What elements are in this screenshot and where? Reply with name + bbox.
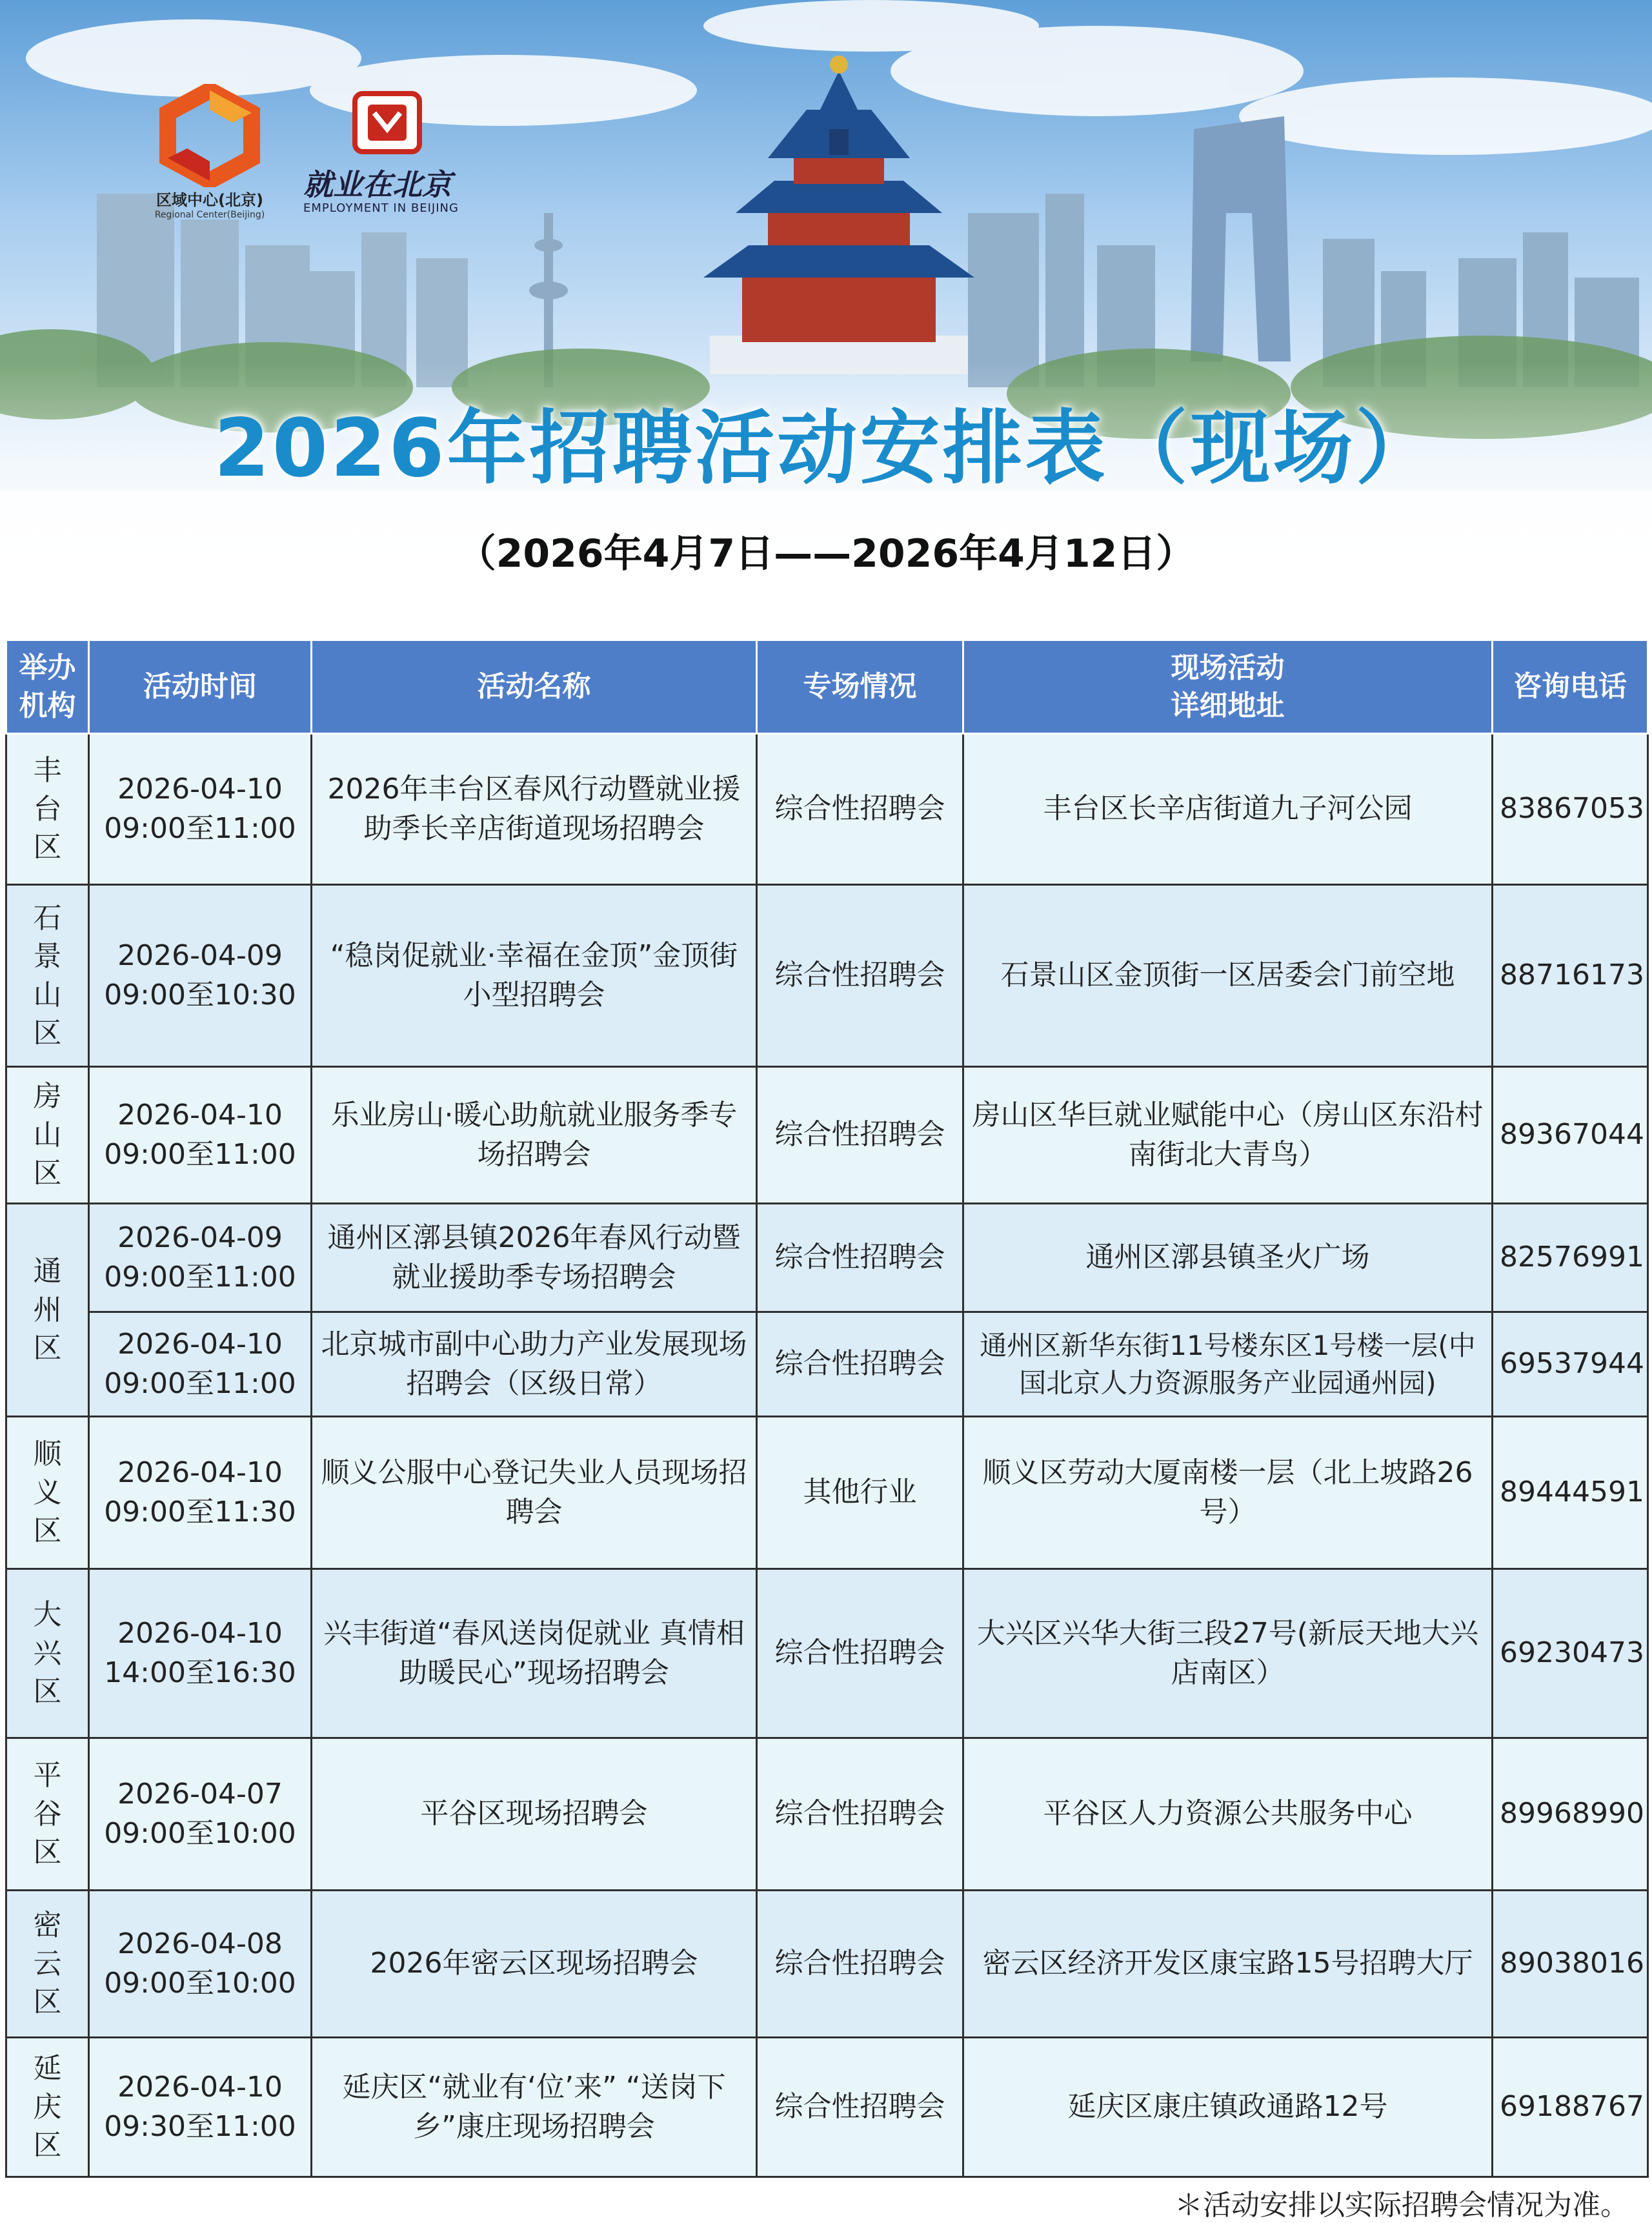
time-cell	[89, 1067, 312, 1204]
event-type: 综合性招聘会	[757, 1312, 963, 1417]
event-date: 2026-04-10	[117, 1456, 283, 1489]
event-type: 综合性招聘会	[757, 2038, 963, 2177]
org-name: 顺义区	[33, 1437, 62, 1548]
time-cell	[89, 1569, 312, 1738]
table-row	[6, 1569, 1648, 1738]
event-phone: 89968990	[1493, 1738, 1648, 1891]
event-date: 2026-04-10	[117, 2070, 283, 2104]
event-address: 房山区华巨就业赋能中心（房山区东沿村南街北大青鸟）	[963, 1067, 1493, 1204]
table-row	[6, 1312, 1648, 1417]
hexagon-logo-icon	[129, 84, 290, 187]
table-header-row	[6, 640, 1648, 734]
time-cell	[89, 1417, 312, 1569]
schedule-table-wrapper	[5, 639, 1647, 2178]
event-name: 乐业房山·暖心助航就业服务季专场招聘会	[312, 1067, 757, 1204]
table-row	[6, 734, 1648, 885]
event-type: 综合性招聘会	[757, 1738, 963, 1891]
event-name: 兴丰街道“春风送岗促就业 真情相助暖民心”现场招聘会	[312, 1569, 757, 1738]
time-cell	[89, 1738, 312, 1891]
org-cell	[6, 1067, 89, 1204]
org-name: 丰台区	[33, 754, 62, 864]
event-name: 通州区漷县镇2026年春风行动暨就业援助季专场招聘会	[312, 1204, 757, 1312]
event-phone: 82576991	[1493, 1204, 1648, 1312]
org-name: 通州区	[33, 1255, 62, 1365]
table-row	[6, 1417, 1648, 1569]
event-date: 2026-04-10	[117, 772, 283, 806]
time-cell	[89, 1891, 312, 2038]
event-time: 14:00至16:30	[104, 1656, 296, 1689]
org-cell	[6, 734, 89, 885]
table-row	[6, 1891, 1648, 2038]
event-phone: 89038016	[1493, 1891, 1648, 2038]
header-address-text: 现场活动 详细地址	[1171, 651, 1285, 722]
employment-badge-icon	[352, 90, 423, 155]
header-phone: 咨询电话	[1493, 640, 1648, 734]
logo1-chinese-name: 区域中心(北京)	[156, 191, 263, 209]
table-row	[6, 885, 1648, 1067]
event-date: 2026-04-09	[117, 1221, 283, 1254]
event-phone: 69230473	[1493, 1569, 1648, 1738]
event-date: 2026-04-09	[117, 939, 283, 972]
org-name: 房山区	[33, 1080, 62, 1190]
event-phone: 88716173	[1493, 885, 1648, 1067]
event-name: 2026年密云区现场招聘会	[312, 1891, 757, 2038]
event-address: 通州区新华东街11号楼东区1号楼一层(中国北京人力资源服务产业园通州园)	[963, 1312, 1493, 1417]
event-name: 2026年丰台区春风行动暨就业援助季长辛店街道现场招聘会	[312, 734, 757, 885]
header-type: 专场情况	[757, 640, 963, 734]
header-address	[963, 640, 1493, 734]
event-name: “稳岗促就业·幸福在金顶”金顶街小型招聘会	[312, 885, 757, 1067]
date-range: （2026年4月7日——2026年4月12日）	[457, 531, 1195, 576]
event-address: 顺义区劳动大厦南楼一层（北上坡路26号）	[963, 1417, 1493, 1569]
event-address: 通州区漷县镇圣火广场	[963, 1204, 1493, 1312]
event-time: 09:30至11:00	[104, 2109, 296, 2143]
table-row	[6, 1067, 1648, 1204]
event-type: 综合性招聘会	[757, 1569, 963, 1738]
org-cell	[6, 1569, 89, 1738]
event-address: 丰台区长辛店街道九子河公园	[963, 734, 1493, 885]
time-cell	[89, 734, 312, 885]
event-address: 延庆区康庄镇政通路12号	[963, 2038, 1493, 2177]
event-time: 09:00至11:00	[104, 1137, 296, 1171]
event-time: 09:00至11:30	[104, 1495, 296, 1528]
event-phone: 89367044	[1493, 1067, 1648, 1204]
event-type: 其他行业	[757, 1417, 963, 1569]
event-time: 09:00至10:00	[104, 1816, 296, 1850]
event-address: 石景山区金顶街一区居委会门前空地	[963, 885, 1493, 1067]
schedule-table	[5, 639, 1649, 2178]
org-name: 密云区	[33, 1909, 62, 2019]
employment-in-beijing-logo	[297, 90, 478, 232]
logo2-chinese-name: 就业在北京	[303, 167, 452, 202]
event-type: 综合性招聘会	[757, 885, 963, 1067]
event-name: 北京城市副中心助力产业发展现场招聘会（区级日常）	[312, 1312, 757, 1417]
event-type: 综合性招聘会	[757, 734, 963, 885]
event-date: 2026-04-10	[117, 1098, 283, 1132]
event-address: 密云区经济开发区康宝路15号招聘大厅	[963, 1891, 1493, 2038]
org-cell	[6, 1417, 89, 1569]
page-title: 2026年招聘活动安排表（现场）	[214, 402, 1438, 495]
table-row	[6, 2038, 1648, 2177]
org-name: 石景山区	[33, 901, 62, 1050]
time-cell	[89, 1204, 312, 1312]
logo2-english-name: EMPLOYMENT IN BEIJING	[303, 201, 459, 215]
time-cell	[89, 2038, 312, 2177]
header-org-text: 举办 机构	[19, 651, 76, 722]
org-cell	[6, 1738, 89, 1891]
event-date: 2026-04-10	[117, 1327, 283, 1361]
event-time: 09:00至11:00	[104, 1366, 296, 1400]
org-cell	[6, 885, 89, 1067]
header-time: 活动时间	[89, 640, 312, 734]
regional-center-logo	[129, 84, 290, 232]
org-cell	[6, 1891, 89, 2038]
event-type: 综合性招聘会	[757, 1891, 963, 2038]
org-name: 延庆区	[33, 2052, 62, 2162]
footnote: ＊活动安排以实际招聘会情况为准。	[1174, 2189, 1629, 2222]
event-type: 综合性招聘会	[757, 1204, 963, 1312]
header-org	[6, 640, 89, 734]
org-cell	[6, 1204, 89, 1417]
event-phone: 69188767	[1493, 2038, 1648, 2177]
org-cell	[6, 2038, 89, 2177]
event-time: 09:00至11:00	[104, 811, 296, 845]
event-time: 09:00至10:00	[104, 1966, 296, 2000]
header-banner	[0, 0, 1652, 620]
org-name: 平谷区	[33, 1759, 62, 1869]
time-cell	[89, 1312, 312, 1417]
event-phone: 83867053	[1493, 734, 1648, 885]
event-type: 综合性招聘会	[757, 1067, 963, 1204]
event-phone: 69537944	[1493, 1312, 1648, 1417]
event-date: 2026-04-10	[117, 1616, 283, 1650]
header-name: 活动名称	[312, 640, 757, 734]
org-name: 大兴区	[33, 1598, 62, 1709]
time-cell	[89, 885, 312, 1067]
table-row	[6, 1204, 1648, 1312]
event-name: 顺义公服中心登记失业人员现场招聘会	[312, 1417, 757, 1569]
logo1-english-name: Regional Center(Beijing)	[154, 210, 265, 220]
event-time: 09:00至10:30	[104, 978, 296, 1011]
event-address: 大兴区兴华大街三段27号(新辰天地大兴店南区）	[963, 1569, 1493, 1738]
event-name: 平谷区现场招聘会	[312, 1738, 757, 1891]
event-date: 2026-04-07	[117, 1777, 283, 1811]
event-name: 延庆区“就业有‘位’来” “送岗下乡”康庄现场招聘会	[312, 2038, 757, 2177]
table-row	[6, 1738, 1648, 1891]
event-phone: 89444591	[1493, 1417, 1648, 1569]
event-date: 2026-04-08	[117, 1927, 283, 1960]
event-time: 09:00至11:00	[104, 1260, 296, 1294]
event-address: 平谷区人力资源公共服务中心	[963, 1738, 1493, 1891]
